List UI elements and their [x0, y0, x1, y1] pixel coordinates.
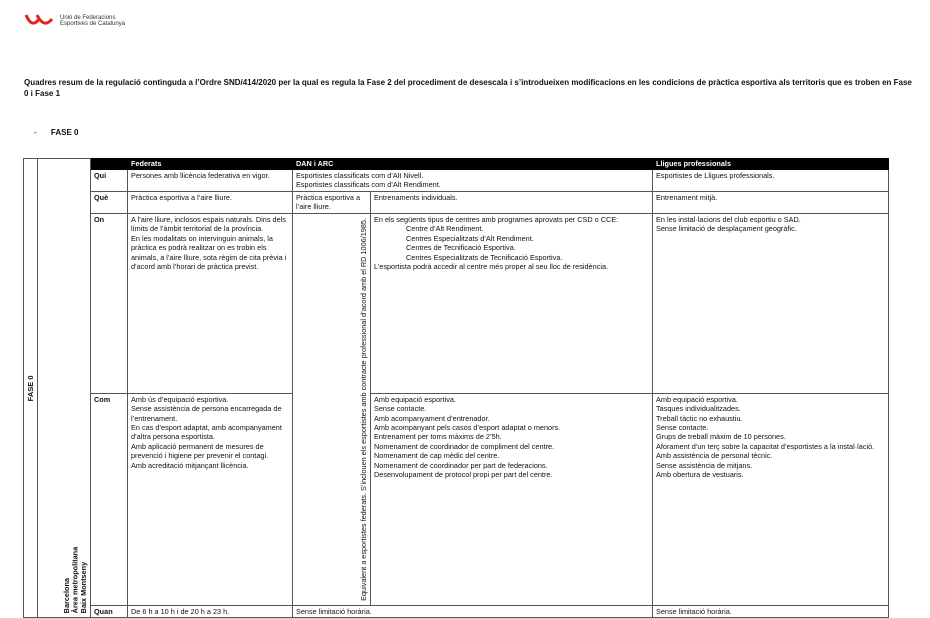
- col-header-federats: Federats: [128, 159, 293, 170]
- cell-text: Esportistes classificats com d’Alt Rendiment.: [296, 180, 441, 190]
- row-quan: [24, 605, 889, 617]
- cell-text: Sense limitació horària.: [656, 606, 732, 616]
- cell-federats: [128, 605, 293, 617]
- cell-text: L’esportista podrà accedir al centre més proper al seu lloc de residència.: [374, 262, 609, 272]
- cell-text: A l’aire lliure, inclosos espais naturals. Dins dels límits de l’àmbit territorial de la província.: [131, 215, 286, 234]
- cell-text: Amb assistència de personal tècnic.: [656, 451, 773, 461]
- cell-text: Nomenament de cap mèdic del centre.: [374, 451, 500, 461]
- ufec-logo-icon: [24, 13, 54, 29]
- cell-text: Entrenament mitjà.: [656, 193, 718, 202]
- cell-dan-right: [371, 192, 653, 214]
- row-qui: [24, 170, 889, 192]
- cell-text: Sense assistència de persona encarregada de l’entrenament.: [131, 404, 282, 423]
- cell-text: Nomenament de coordinador de compliment del centre.: [374, 441, 555, 451]
- col-header-ligues: Lligues professionals: [653, 159, 889, 170]
- phase-title: FASE 0: [50, 128, 79, 137]
- row-label: On: [91, 214, 128, 394]
- header-logo: [24, 13, 125, 29]
- intro-heading: Quadres resum de la regulació continguda a l’Ordre SND/414/2020 per la qual es regula la Fase 2 del procediment de desescala i s’introdueixen modificacions en les condicions de pràctica esportiva als territoris que es troben en Fase 0 i Fase 1: [24, 78, 912, 98]
- cell-text: Esportistes classificats com d’Alt Nivell.: [296, 171, 424, 180]
- cell-ligues: [653, 214, 889, 394]
- cell-text: En les modalitats on intervinguin animals, la pràctica es podrà realitzar on es trobin els animals, a l’aire lliure, sota règim de cita prèvia i d’acord amb l’horari de pràctica previst.: [131, 233, 287, 272]
- row-label: Com: [91, 393, 128, 605]
- row-label: Què: [91, 192, 128, 214]
- area-line: Baix Montseny: [78, 561, 88, 614]
- cell-dan-left: [293, 192, 371, 214]
- cell-text: Amb ús d’equipació esportiva.: [131, 394, 229, 404]
- cell-text: Aforament d’un terç sobre la capacitat d’esportistes a la instal·lació.: [656, 441, 875, 451]
- cell-ligues: [653, 393, 889, 605]
- centre-item: Centres de Tecnificació Esportiva.: [406, 243, 516, 253]
- area-line: Barcelona: [61, 578, 71, 614]
- header-row: [24, 159, 889, 170]
- cell-text: Amb equipació esportiva.: [656, 394, 738, 404]
- area-cell: [38, 159, 91, 618]
- cell-text: Entrenaments individuals.: [374, 193, 458, 202]
- cell-text: Sense contacte.: [656, 422, 709, 432]
- dan-note-cell: Equivalent a esportistes federats. S’inclouen els esportistes amb contracte professional d’acord amb el RD 1006/1985.: [293, 214, 371, 606]
- cell-federats: [128, 170, 293, 192]
- cell-text: Persones amb llicència federativa en vigor.: [131, 171, 270, 180]
- row-com: [24, 393, 889, 605]
- cell-dan: [371, 393, 653, 605]
- cell-text: Sense limitació de desplaçament geogràfic.: [656, 224, 797, 234]
- cell-ligues: [653, 605, 889, 617]
- cell-text: Sense contacte.: [374, 404, 427, 414]
- area-line: Àrea metropolitana: [70, 546, 79, 614]
- cell-text: Pràctica esportiva a l’aire lliure.: [131, 193, 232, 202]
- phase-heading: [34, 128, 78, 137]
- cell-dan: [293, 605, 653, 617]
- org-name-line2: Esportives de Catalunya: [60, 21, 126, 27]
- org-name: [60, 15, 125, 28]
- cell-text: Sense assistència de mitjans.: [656, 460, 753, 470]
- cell-text: Nomenament de coordinador per part de federacions.: [374, 460, 548, 470]
- cell-text: De 6 h a 10 h i de 20 h a 23 h.: [131, 606, 230, 616]
- cell-text: Entrenament per torns màxims de 2’5h.: [374, 432, 502, 442]
- cell-dan: [371, 214, 653, 394]
- cell-text: Amb equipació esportiva.: [374, 394, 456, 404]
- cell-text: Esportistes de Lligues professionals.: [656, 171, 775, 180]
- cell-text: En cas d’esport adaptat, amb acompanyament d’altra persona esportista.: [131, 422, 282, 442]
- cell-text: Amb obertura de vestuaris.: [656, 469, 744, 479]
- centre-item: Centre d’Alt Rendiment.: [406, 224, 484, 234]
- cell-federats: [128, 393, 293, 605]
- corner-header: [91, 159, 128, 170]
- cell-dan: [293, 170, 653, 192]
- row-label: Quan: [91, 605, 128, 617]
- cell-text: Treball tàctic no exhaustiu.: [656, 413, 743, 423]
- cell-text: Amb acreditació mitjançant llicència.: [131, 460, 249, 470]
- cell-text: Amb aplicació permanent de mesures de prevenció i higiene per prevenir el contagi.: [131, 441, 269, 461]
- cell-ligues: [653, 192, 889, 214]
- cell-text: Pràctica esportiva a l’aire lliure.: [296, 193, 361, 212]
- cell-text: En les instal·lacions del club esportiu o SAD.: [656, 215, 801, 224]
- cell-text: Grups de treball màxim de 10 persones.: [656, 432, 786, 442]
- row-on: [24, 214, 889, 394]
- cell-text: Desenvolupament de protocol propi per part del centre.: [374, 469, 553, 479]
- cell-ligues: [653, 170, 889, 192]
- centre-item: Centres Especialitzats d’Alt Rendiment.: [406, 233, 534, 243]
- row-label: Qui: [91, 170, 128, 192]
- centre-item: Centres Especialitzats de Tecnificació Esportiva.: [406, 252, 563, 262]
- col-header-dan: DAN i ARC: [293, 159, 653, 170]
- cell-text: Amb acompanyament d’entrenador.: [374, 413, 490, 423]
- cell-text: En els següents tipus de centres amb programes aprovats per CSD o CCE:: [374, 215, 619, 224]
- cell-text: Tasques individualitzades.: [656, 404, 741, 414]
- row-que: [24, 192, 889, 214]
- regulation-table: [23, 158, 889, 618]
- org-name-line1: Unió de Federacions: [60, 14, 116, 21]
- cell-text: Amb acompanyant pels casos d’esport adaptat o menors.: [374, 422, 561, 432]
- phase-cell: FASE 0: [24, 159, 38, 618]
- bullet: -: [34, 128, 37, 137]
- cell-text: Sense limitació horària.: [296, 606, 372, 616]
- cell-federats: [128, 192, 293, 214]
- cell-federats: [128, 214, 293, 394]
